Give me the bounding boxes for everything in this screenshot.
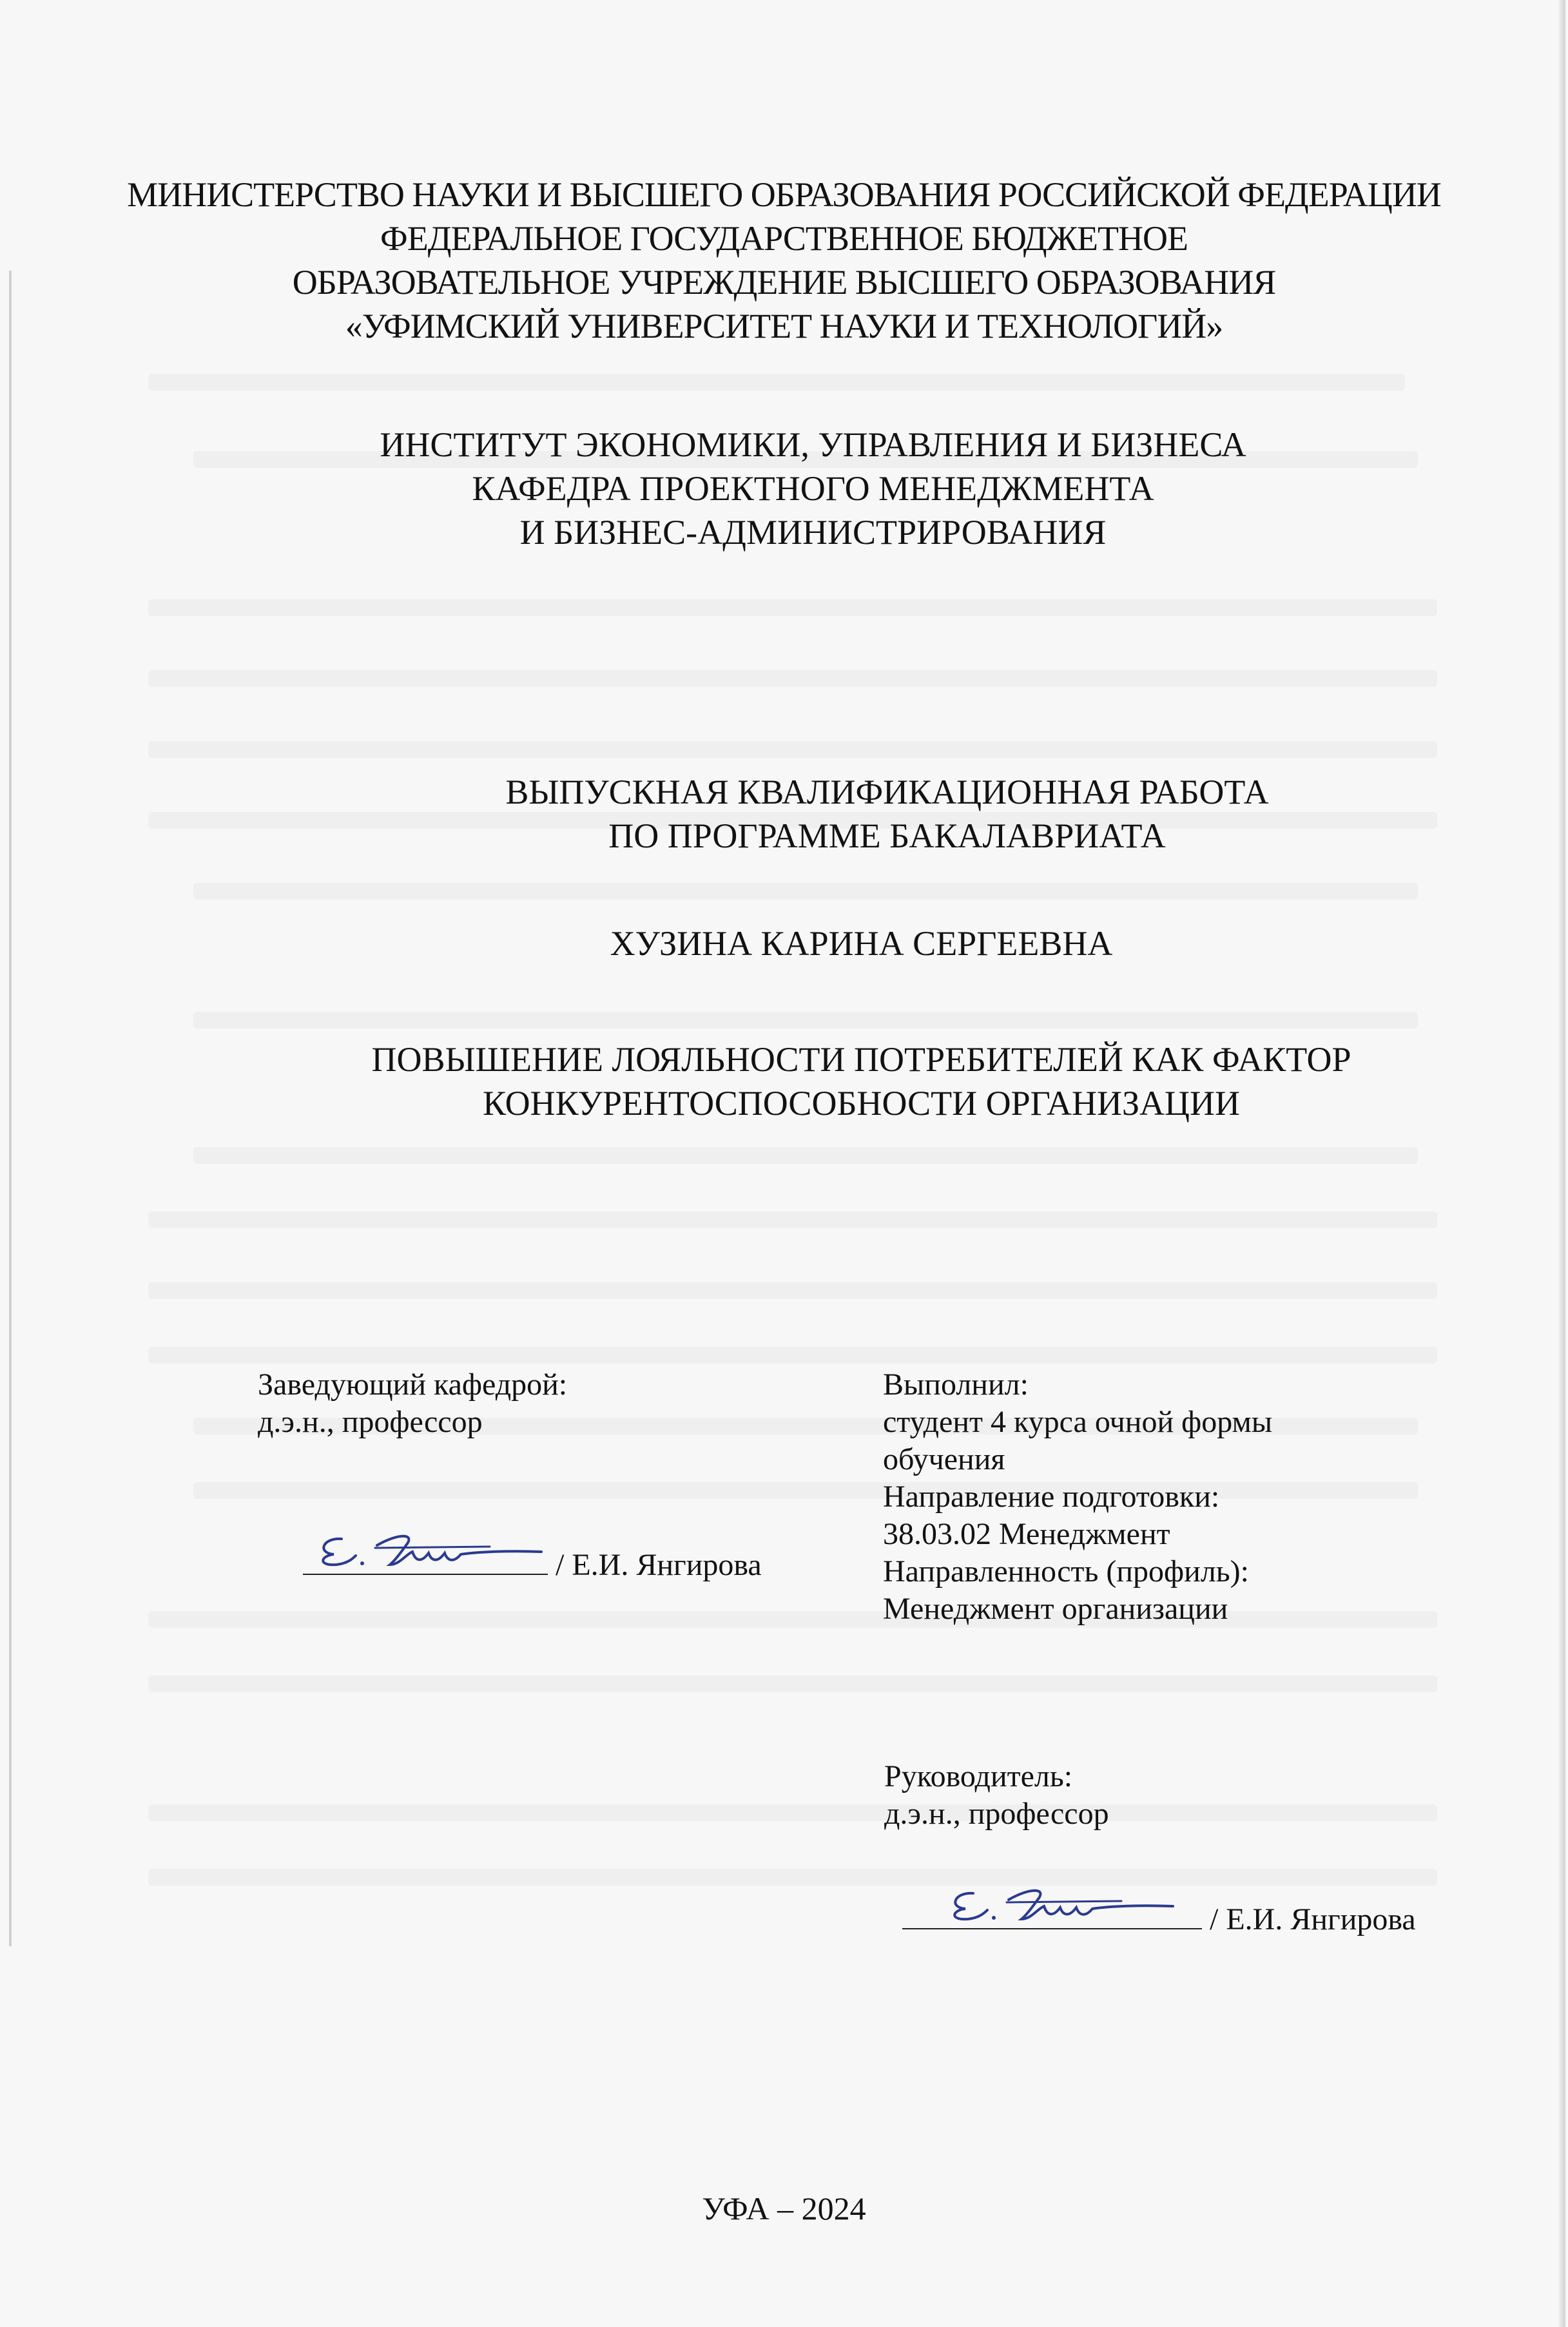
department-line: И БИЗНЕС-АДМИНИСТРИРОВАНИЯ [519,513,1107,552]
header-line: ФЕДЕРАЛЬНОЕ ГОСУДАРСТВЕННОЕ БЮДЖЕТНОЕ [380,219,1188,258]
paper-fold-edge [9,271,12,1946]
author-name [77,922,1568,965]
thesis-topic [77,1038,1568,1125]
city-year [0,2188,1568,2228]
supervisor-title: Руководитель: [884,1759,1073,1793]
header-line: «УФИМСКИЙ УНИВЕРСИТЕТ НАУКИ И ТЕХНОЛОГИЙ» [345,307,1223,345]
performer-line: Менеджмент организации [883,1592,1228,1626]
performer-line: Выполнил: [883,1367,1029,1402]
head-of-department-signature-name: / Е.И. Янгирова [556,1548,762,1582]
author-name-text: ХУЗИНА КАРИНА СЕРГЕЕВНА [610,924,1113,963]
head-of-department-degree: д.э.н., профессор [258,1405,483,1439]
signature-line [303,1536,548,1575]
head-of-department-block [258,1366,567,1441]
head-of-department-title: Заведующий кафедрой: [258,1367,568,1402]
topic-line: КОНКУРЕНТОСПОСОБНОСТИ ОРГАНИЗАЦИИ [482,1084,1241,1123]
performer-block [883,1366,1272,1628]
ministry-header [0,173,1568,348]
performer-line: Направленность (профиль): [883,1554,1249,1588]
work-type-line: ПО ПРОГРАММЕ БАКАЛАВРИАТА [608,816,1166,855]
work-type-block [103,770,1568,858]
header-line: ОБРАЗОВАТЕЛЬНОЕ УЧРЕЖДЕНИЕ ВЫСШЕГО ОБРАЗОВАНИЯ [292,263,1276,302]
work-type-line: ВЫПУСКНАЯ КВАЛИФИКАЦИОННАЯ РАБОТА [505,773,1269,811]
department-line: КАФЕДРА ПРОЕКТНОГО МЕНЕДЖМЕНТА [472,469,1154,508]
performer-line: Направление подготовки: [883,1480,1220,1514]
institute-line: ИНСТИТУТ ЭКОНОМИКИ, УПРАВЛЕНИЯ И БИЗНЕСА [380,425,1246,464]
institute-block [29,423,1568,554]
performer-line: обучения [883,1442,1005,1476]
header-line: МИНИСТЕРСТВО НАУКИ И ВЫСШЕГО ОБРАЗОВАНИЯ РОССИЙСКОЙ ФЕДЕРАЦИИ [127,175,1441,214]
supervisor-degree: д.э.н., профессор [884,1797,1109,1831]
signature-line [902,1891,1202,1929]
supervisor-block [884,1758,1109,1833]
performer-line: 38.03.02 Менеджмент [883,1517,1170,1551]
paper-right-edge [1559,0,1565,2327]
supervisor-signature-name: / Е.И. Янгирова [1210,1902,1416,1936]
head-of-department-signature-row [303,1536,762,1584]
handwritten-signature [303,1526,548,1571]
supervisor-signature-row [902,1891,1416,1938]
topic-line: ПОВЫШЕНИЕ ЛОЯЛЬНОСТИ ПОТРЕБИТЕЛЕЙ КАК ФАКТОР [371,1040,1351,1079]
performer-line: студент 4 курса очной формы [883,1405,1273,1439]
city-year-text: УФА – 2024 [702,2190,866,2226]
handwritten-signature [902,1880,1202,1926]
